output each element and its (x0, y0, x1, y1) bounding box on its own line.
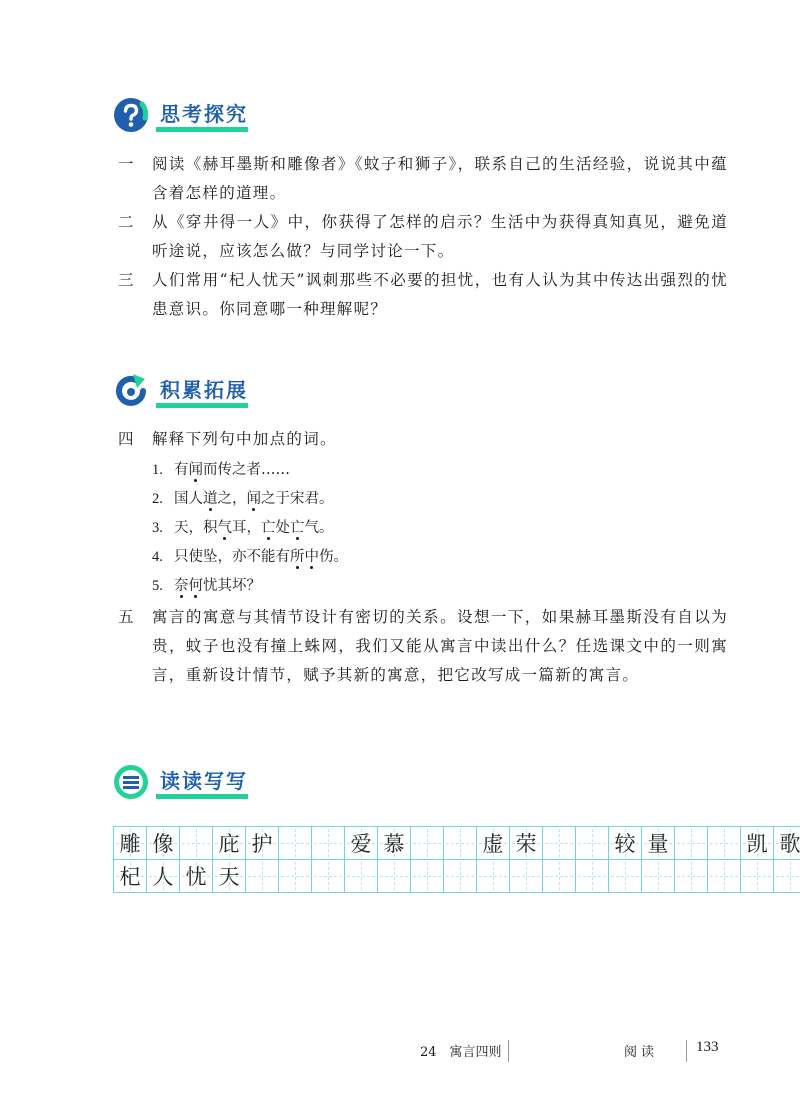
refresh-arrow-icon (112, 372, 150, 410)
grid-cell (311, 859, 345, 893)
footer-divider (508, 1040, 509, 1062)
list-lines-icon (112, 763, 150, 801)
grid-cell (377, 859, 411, 893)
grid-cell: 量 (641, 826, 675, 860)
question-number: 五 (118, 608, 134, 626)
grid-row (113, 826, 800, 859)
grid-cell: 庇 (212, 826, 246, 860)
footer-divider (686, 1040, 687, 1062)
grid-cell (641, 859, 675, 893)
grid-cell (608, 859, 642, 893)
grid-cell (575, 826, 609, 860)
question-item (118, 208, 728, 266)
sub-question-number: 4. (152, 549, 163, 565)
emphasized-char: 闻 (246, 491, 261, 507)
grid-cell (674, 826, 708, 860)
thinking-questions (118, 150, 728, 324)
grid-cell (674, 859, 708, 893)
grid-cell (278, 826, 312, 860)
sub-question-list (118, 456, 728, 601)
section-title: 思考探究 (160, 102, 248, 126)
grid-cell (509, 859, 543, 893)
grid-cell: 雕 (113, 826, 147, 860)
grid-cell: 凯 (740, 826, 774, 860)
grid-cell (179, 826, 213, 860)
grid-cell: 天 (212, 859, 246, 893)
grid-cell (278, 859, 312, 893)
emphasized-char: 亡 (290, 520, 305, 536)
grid-cell (707, 859, 741, 893)
grid-cell (443, 859, 477, 893)
sub-question-number: 3. (152, 520, 163, 536)
grid-cell (410, 826, 444, 860)
question-item (118, 603, 728, 690)
question-icon (112, 96, 150, 134)
grid-cell (575, 859, 609, 893)
emphasized-char: 亡 (261, 520, 276, 536)
grid-cell (476, 859, 510, 893)
title-underline (156, 794, 248, 799)
question-text: 人们常用“杞人忧天”讽刺那些不必要的担忧，也有人认为其中传达出强烈的忧患意识。你同意哪一种理解呢？ (152, 271, 728, 318)
sub-question-text: 国人道之，闻之于宋君。 (174, 491, 334, 507)
grid-cell: 歌 (773, 826, 800, 860)
sub-question-item (152, 485, 728, 514)
grid-cell: 杞 (113, 859, 147, 893)
grid-cell (245, 859, 279, 893)
sub-question-number: 2. (152, 491, 163, 507)
sub-question-item (152, 572, 728, 601)
grid-cell: 慕 (377, 826, 411, 860)
grid-cell: 爱 (344, 826, 378, 860)
grid-cell: 护 (245, 826, 279, 860)
grid-cell (542, 826, 576, 860)
question-item (118, 425, 728, 454)
grid-cell (311, 826, 345, 860)
sub-question-text: 奈何忧其坏？ (174, 578, 261, 594)
question-item (118, 150, 728, 208)
sub-question-item (152, 543, 728, 572)
sub-question-text: 有闻而传之者…… (174, 462, 290, 478)
question-number: 二 (118, 213, 134, 231)
page-number: 133 (696, 1039, 719, 1055)
sub-question-text: 只使坠，亦不能有所中伤。 (174, 549, 348, 565)
emphasized-char: 奈 (174, 578, 189, 594)
question-item (118, 266, 728, 324)
emphasized-char: 中 (304, 549, 319, 565)
grid-cell (443, 826, 477, 860)
grid-row (113, 859, 800, 892)
grid-cell: 较 (608, 826, 642, 860)
sub-question-number: 5. (152, 578, 163, 594)
emphasized-char: 闻 (188, 462, 203, 478)
question-number: 四 (118, 430, 134, 448)
section-title: 积累拓展 (160, 378, 248, 402)
grid-cell (410, 859, 444, 893)
question-text: 从《穿井得一人》中，你获得了怎样的启示？生活中为获得真知真见，避免道听途说，应该怎么做？与同学讨论一下。 (152, 213, 728, 260)
grid-cell (773, 859, 800, 893)
emphasized-char: 所 (290, 549, 305, 565)
sub-question-item (152, 456, 728, 485)
grid-cell (344, 859, 378, 893)
grid-cell (542, 859, 576, 893)
question-text: 阅读《赫耳墨斯和雕像者》《蚊子和狮子》，联系自己的生活经验，说说其中蕴含着怎样的道理。 (152, 155, 728, 202)
question-text: 解释下列句中加点的词。 (152, 430, 337, 448)
sub-question-item (152, 514, 728, 543)
grid-cell: 虚 (476, 826, 510, 860)
grid-cell: 荣 (509, 826, 543, 860)
emphasized-char: 何 (188, 578, 203, 594)
accumulate-questions (118, 425, 728, 690)
sub-question-number: 1. (152, 462, 163, 478)
grid-cell: 人 (146, 859, 180, 893)
question-number: 一 (118, 155, 134, 173)
sub-question-text: 天，积气耳，亡处亡气。 (174, 520, 334, 536)
grid-cell (707, 826, 741, 860)
title-underline (156, 403, 248, 408)
section-title: 读读写写 (160, 769, 248, 793)
footer-unit: 阅读 (624, 1045, 659, 1060)
writing-grid (113, 826, 800, 892)
footer-lesson: 24 寓言四则 (420, 1045, 502, 1060)
emphasized-char: 道 (203, 491, 218, 507)
question-text: 寓言的寓意与其情节设计有密切的关系。设想一下，如果赫耳墨斯没有自以为贵，蚊子也没有撞上蛛网，我们又能从寓言中读出什么？任选课文中的一则寓言，重新设计情节，赋予其新的寓意，把它改写成一篇新的寓言。 (152, 608, 728, 684)
grid-cell: 像 (146, 826, 180, 860)
question-number: 三 (118, 271, 134, 289)
title-underline (156, 127, 248, 132)
emphasized-char: 气 (217, 520, 232, 536)
grid-cell (740, 859, 774, 893)
grid-cell: 忧 (179, 859, 213, 893)
